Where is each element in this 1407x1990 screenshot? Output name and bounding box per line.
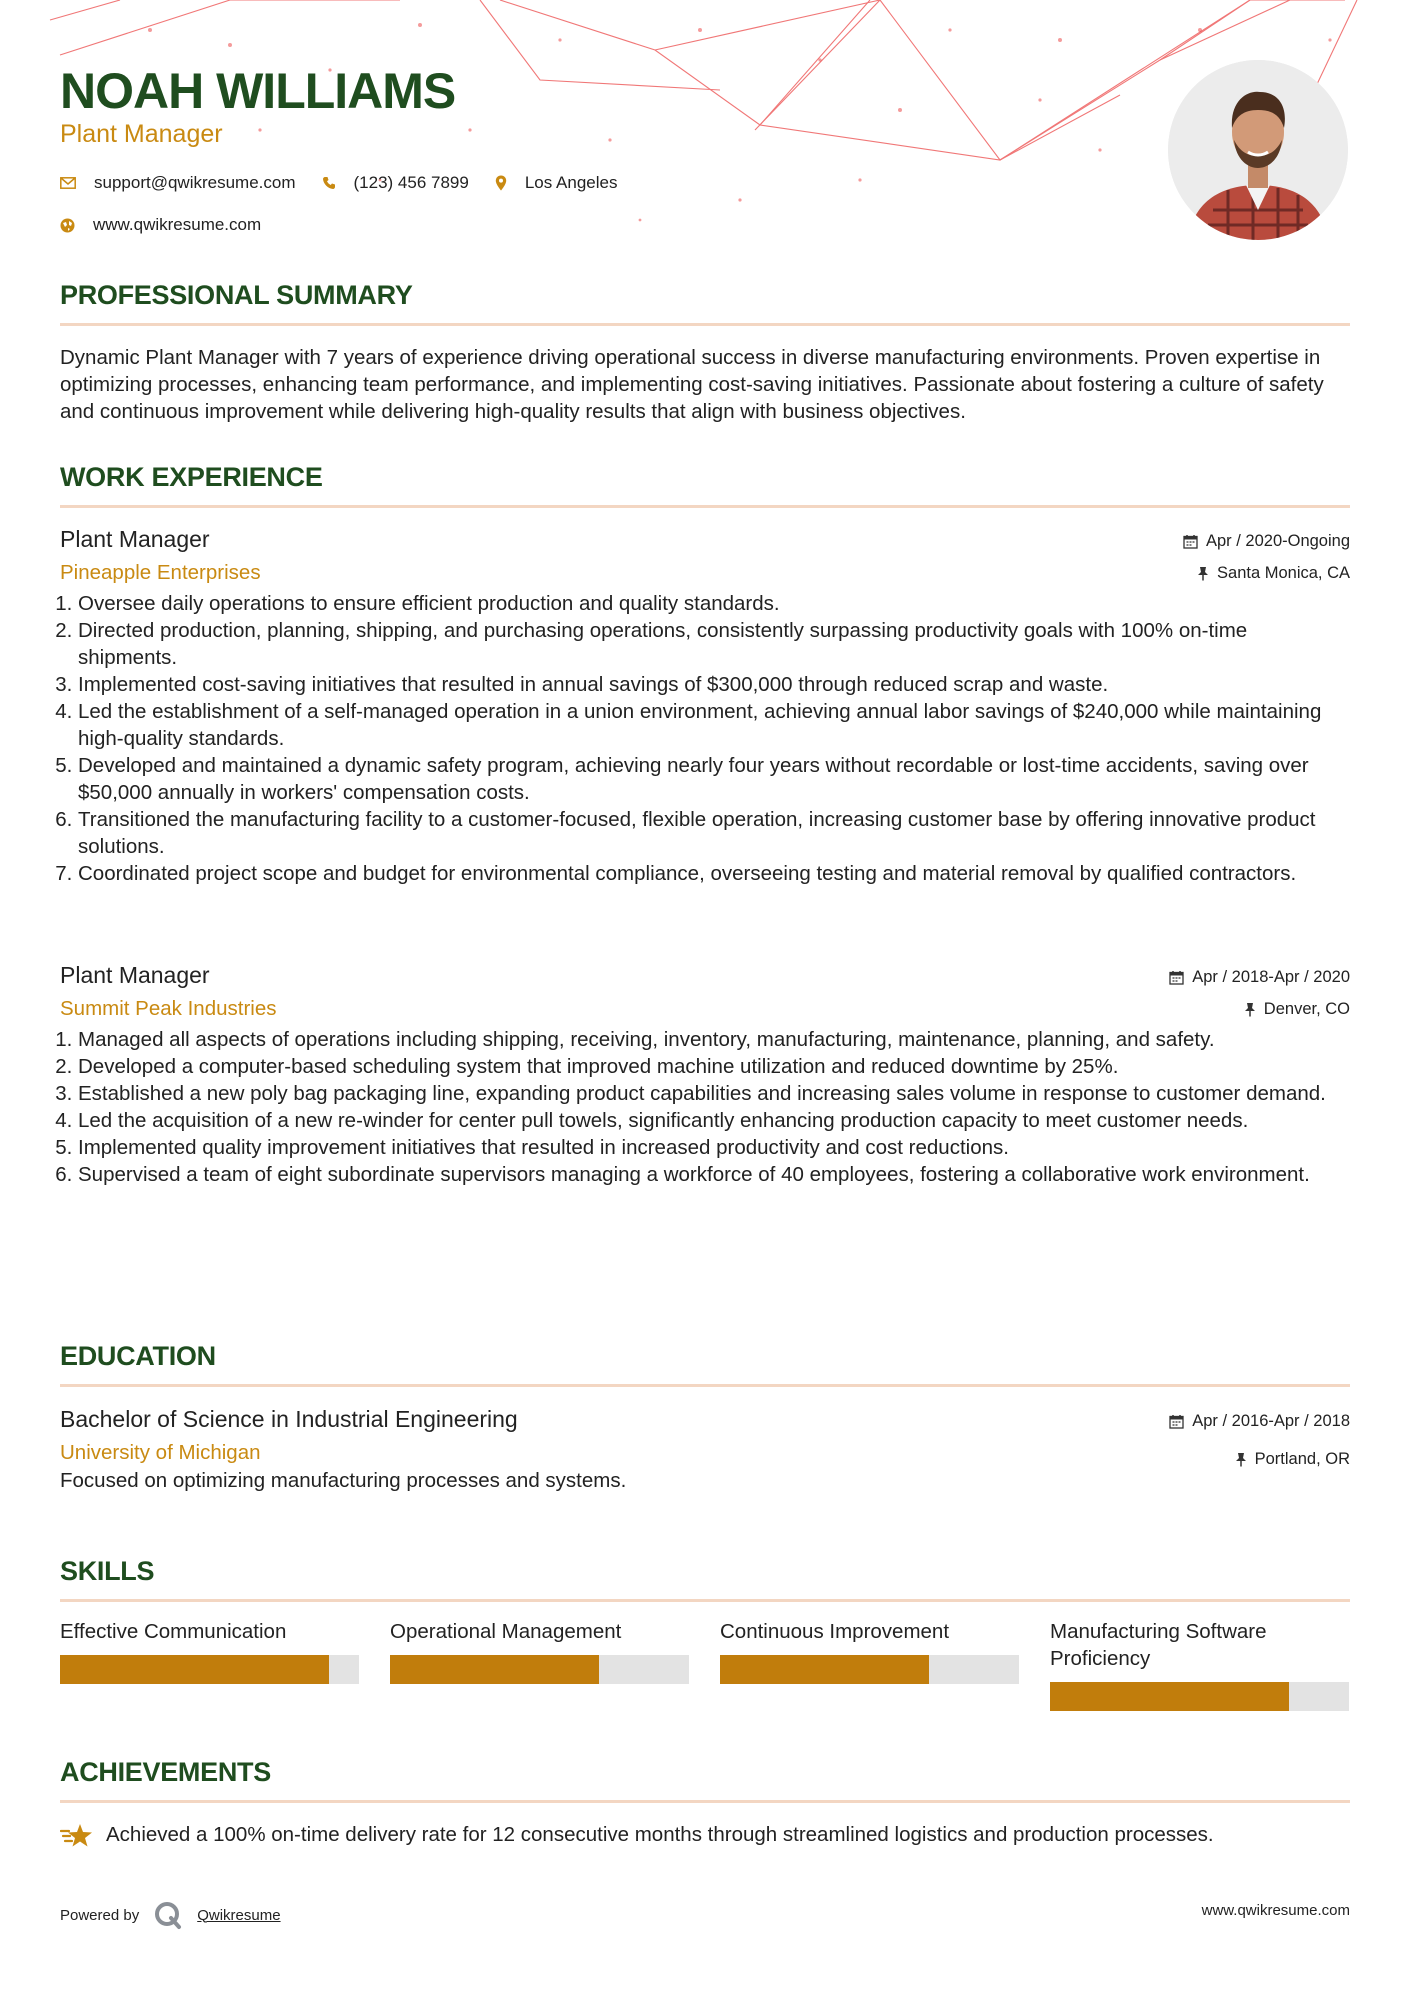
- skill-name: Operational Management: [390, 1620, 622, 1643]
- summary-text: Dynamic Plant Manager with 7 years of experience driving operational success in diverse manufacturing environments. Proven expertise in optimizing processes, enhancing team performance, and implementing cost-saving initiatives. Passionate about fostering a culture of safety and continuous improvement while delivering high-quality results that align with business objectives.: [60, 346, 1324, 423]
- skills-section: [60, 1556, 1350, 1602]
- skill-bar: [720, 1655, 1019, 1684]
- education-entry: [60, 1406, 1350, 1470]
- calendar-icon: [1169, 1414, 1184, 1429]
- bullet-item: 3. Implemented cost-saving initiatives that resulted in annual savings of $300,000 through reduced scrap and waste.: [78, 671, 1350, 698]
- skill-bar: [1050, 1682, 1349, 1711]
- skill-item: [720, 1618, 1019, 1711]
- bullet-item: 6. Supervised a team of eight subordinate supervisors managing a workforce of 40 employees, fostering a collaborative work environment.: [78, 1161, 1350, 1188]
- skill-bar-fill: [390, 1655, 599, 1684]
- achievements-heading: ACHIEVEMENTS: [60, 1757, 271, 1787]
- bullet-item: 2. Developed a computer-based scheduling system that improved machine utilization and reduced downtime by 25%.: [78, 1053, 1350, 1080]
- skill-name: Continuous Improvement: [720, 1620, 950, 1643]
- calendar-icon: [1169, 970, 1184, 985]
- job-header: [60, 526, 1350, 590]
- section-divider: [60, 323, 1350, 326]
- job-bullets: [60, 1026, 1350, 1188]
- bullet-item: 1. Oversee daily operations to ensure efficient production and quality standards.: [78, 590, 1350, 617]
- job-entry: [60, 526, 1350, 887]
- map-pin-icon: [495, 175, 507, 191]
- skill-bar: [390, 1655, 689, 1684]
- education-description: Focused on optimizing manufacturing processes and systems.: [60, 1469, 627, 1492]
- bullet-item: 7. Coordinated project scope and budget for environmental compliance, overseeing testing and material removal by qualified contractors.: [78, 860, 1350, 887]
- job-date: [1169, 968, 1350, 987]
- skill-name: Effective Communication: [60, 1620, 287, 1643]
- job-header: [60, 962, 1350, 1026]
- school-name: University of Michigan: [60, 1441, 261, 1464]
- education-location-text: Portland, OR: [1254, 1450, 1350, 1468]
- candidate-role: Plant Manager: [60, 120, 223, 148]
- education-location: [1235, 1450, 1350, 1469]
- skills-heading: SKILLS: [60, 1556, 155, 1586]
- job-company: Pineapple Enterprises: [60, 561, 261, 584]
- bullet-item: 2. Directed production, planning, shipping, and purchasing operations, consistently surpassing productivity goals with 100% on-time shipments.: [78, 617, 1350, 671]
- star-icon: [60, 1822, 94, 1848]
- skill-name: Manufacturing Software Proficiency: [1050, 1620, 1267, 1670]
- summary-heading: PROFESSIONAL SUMMARY: [60, 280, 413, 310]
- candidate-name: NOAH WILLIAMS: [60, 63, 456, 119]
- summary-section: [60, 280, 1350, 425]
- website-text: www.qwikresume.com: [93, 215, 262, 234]
- brand-link[interactable]: Qwikresume: [197, 1906, 281, 1924]
- job-bullets: [60, 590, 1350, 887]
- job-location: [1197, 564, 1350, 583]
- contact-row: [60, 173, 643, 193]
- job-date-text: Apr / 2018-Apr / 2020: [1192, 968, 1350, 986]
- education-heading: EDUCATION: [60, 1341, 216, 1371]
- section-divider: [60, 1384, 1350, 1387]
- education-header: [60, 1406, 1350, 1470]
- skills-list: [60, 1618, 1350, 1711]
- calendar-icon: [1183, 534, 1198, 549]
- phone-text: (123) 456 7899: [353, 173, 469, 192]
- powered-by-label: Powered by: [60, 1906, 140, 1924]
- job-title: Plant Manager: [60, 526, 210, 552]
- pushpin-icon: [1244, 1002, 1256, 1017]
- bullet-item: 1. Managed all aspects of operations including shipping, receiving, inventory, manufacturing, maintenance, planning, and safety.: [78, 1026, 1350, 1053]
- footer-website[interactable]: www.qwikresume.com: [1201, 1902, 1350, 1919]
- education-date-text: Apr / 2016-Apr / 2018: [1192, 1412, 1350, 1430]
- email-text: support@qwikresume.com: [94, 173, 296, 192]
- job-entry: [60, 962, 1350, 1188]
- degree-title: Bachelor of Science in Industrial Engineering: [60, 1406, 518, 1432]
- experience-heading: WORK EXPERIENCE: [60, 462, 323, 492]
- job-location-text: Santa Monica, CA: [1217, 564, 1350, 582]
- skill-item: [390, 1618, 689, 1711]
- job-date-text: Apr / 2020-Ongoing: [1205, 532, 1350, 550]
- pushpin-icon: [1235, 1452, 1247, 1467]
- education-date: [1169, 1412, 1350, 1431]
- bullet-item: 6. Transitioned the manufacturing facility to a customer-focused, flexible operation, increasing customer base by offering innovative product solutions.: [78, 806, 1350, 860]
- achievements-section: [60, 1757, 1350, 1803]
- pushpin-icon: [1197, 566, 1209, 581]
- section-divider: [60, 505, 1350, 508]
- phone-icon: [322, 176, 336, 190]
- person-photo-icon: [1168, 60, 1348, 240]
- skill-bar: [60, 1655, 359, 1684]
- skill-item: [60, 1618, 359, 1711]
- job-location-text: Denver, CO: [1263, 1000, 1350, 1018]
- bullet-item: 3. Established a new poly bag packaging line, expanding product capabilities and increasing sales volume in response to customer demand.: [78, 1080, 1350, 1107]
- powered-by: [60, 1900, 281, 1930]
- skill-bar-fill: [60, 1655, 329, 1684]
- globe-icon: [60, 218, 75, 233]
- contact-email[interactable]: [60, 173, 296, 193]
- section-divider: [60, 1800, 1350, 1803]
- skill-bar-fill: [720, 1655, 929, 1684]
- job-company: Summit Peak Industries: [60, 997, 277, 1020]
- bullet-item: 5. Developed and maintained a dynamic safety program, achieving nearly four years without recordable or lost-time accidents, saving over $50,000 annually in workers' compensation costs.: [78, 752, 1350, 806]
- job-date: [1183, 532, 1350, 551]
- bullet-item: 4. Led the establishment of a self-managed operation in a union environment, achieving annual labor savings of $240,000 while maintaining high-quality standards.: [78, 698, 1350, 752]
- contact-row-2: [60, 215, 287, 235]
- contact-phone[interactable]: [322, 173, 469, 193]
- experience-section: [60, 462, 1350, 508]
- achievement-text: Achieved a 100% on-time delivery rate for 12 consecutive months through streamlined logistics and production processes.: [106, 1823, 1214, 1846]
- skill-item: [1050, 1618, 1349, 1711]
- qwikresume-logo-icon: [153, 1900, 183, 1930]
- skill-bar-fill: [1050, 1682, 1289, 1711]
- contact-location: [495, 173, 618, 193]
- section-divider: [60, 1599, 1350, 1602]
- achievement-item: [60, 1822, 1214, 1848]
- job-title: Plant Manager: [60, 962, 210, 988]
- education-section: [60, 1341, 1350, 1387]
- profile-photo: [1168, 60, 1348, 240]
- envelope-icon: [60, 177, 76, 189]
- location-text: Los Angeles: [524, 173, 618, 192]
- bullet-item: 4. Led the acquisition of a new re-winder for center pull towels, significantly enhancing production capacity to meet customer needs.: [78, 1107, 1350, 1134]
- job-location: [1244, 1000, 1350, 1019]
- bullet-item: 5. Implemented quality improvement initiatives that resulted in increased productivity and cost reductions.: [78, 1134, 1350, 1161]
- contact-website[interactable]: [60, 215, 261, 235]
